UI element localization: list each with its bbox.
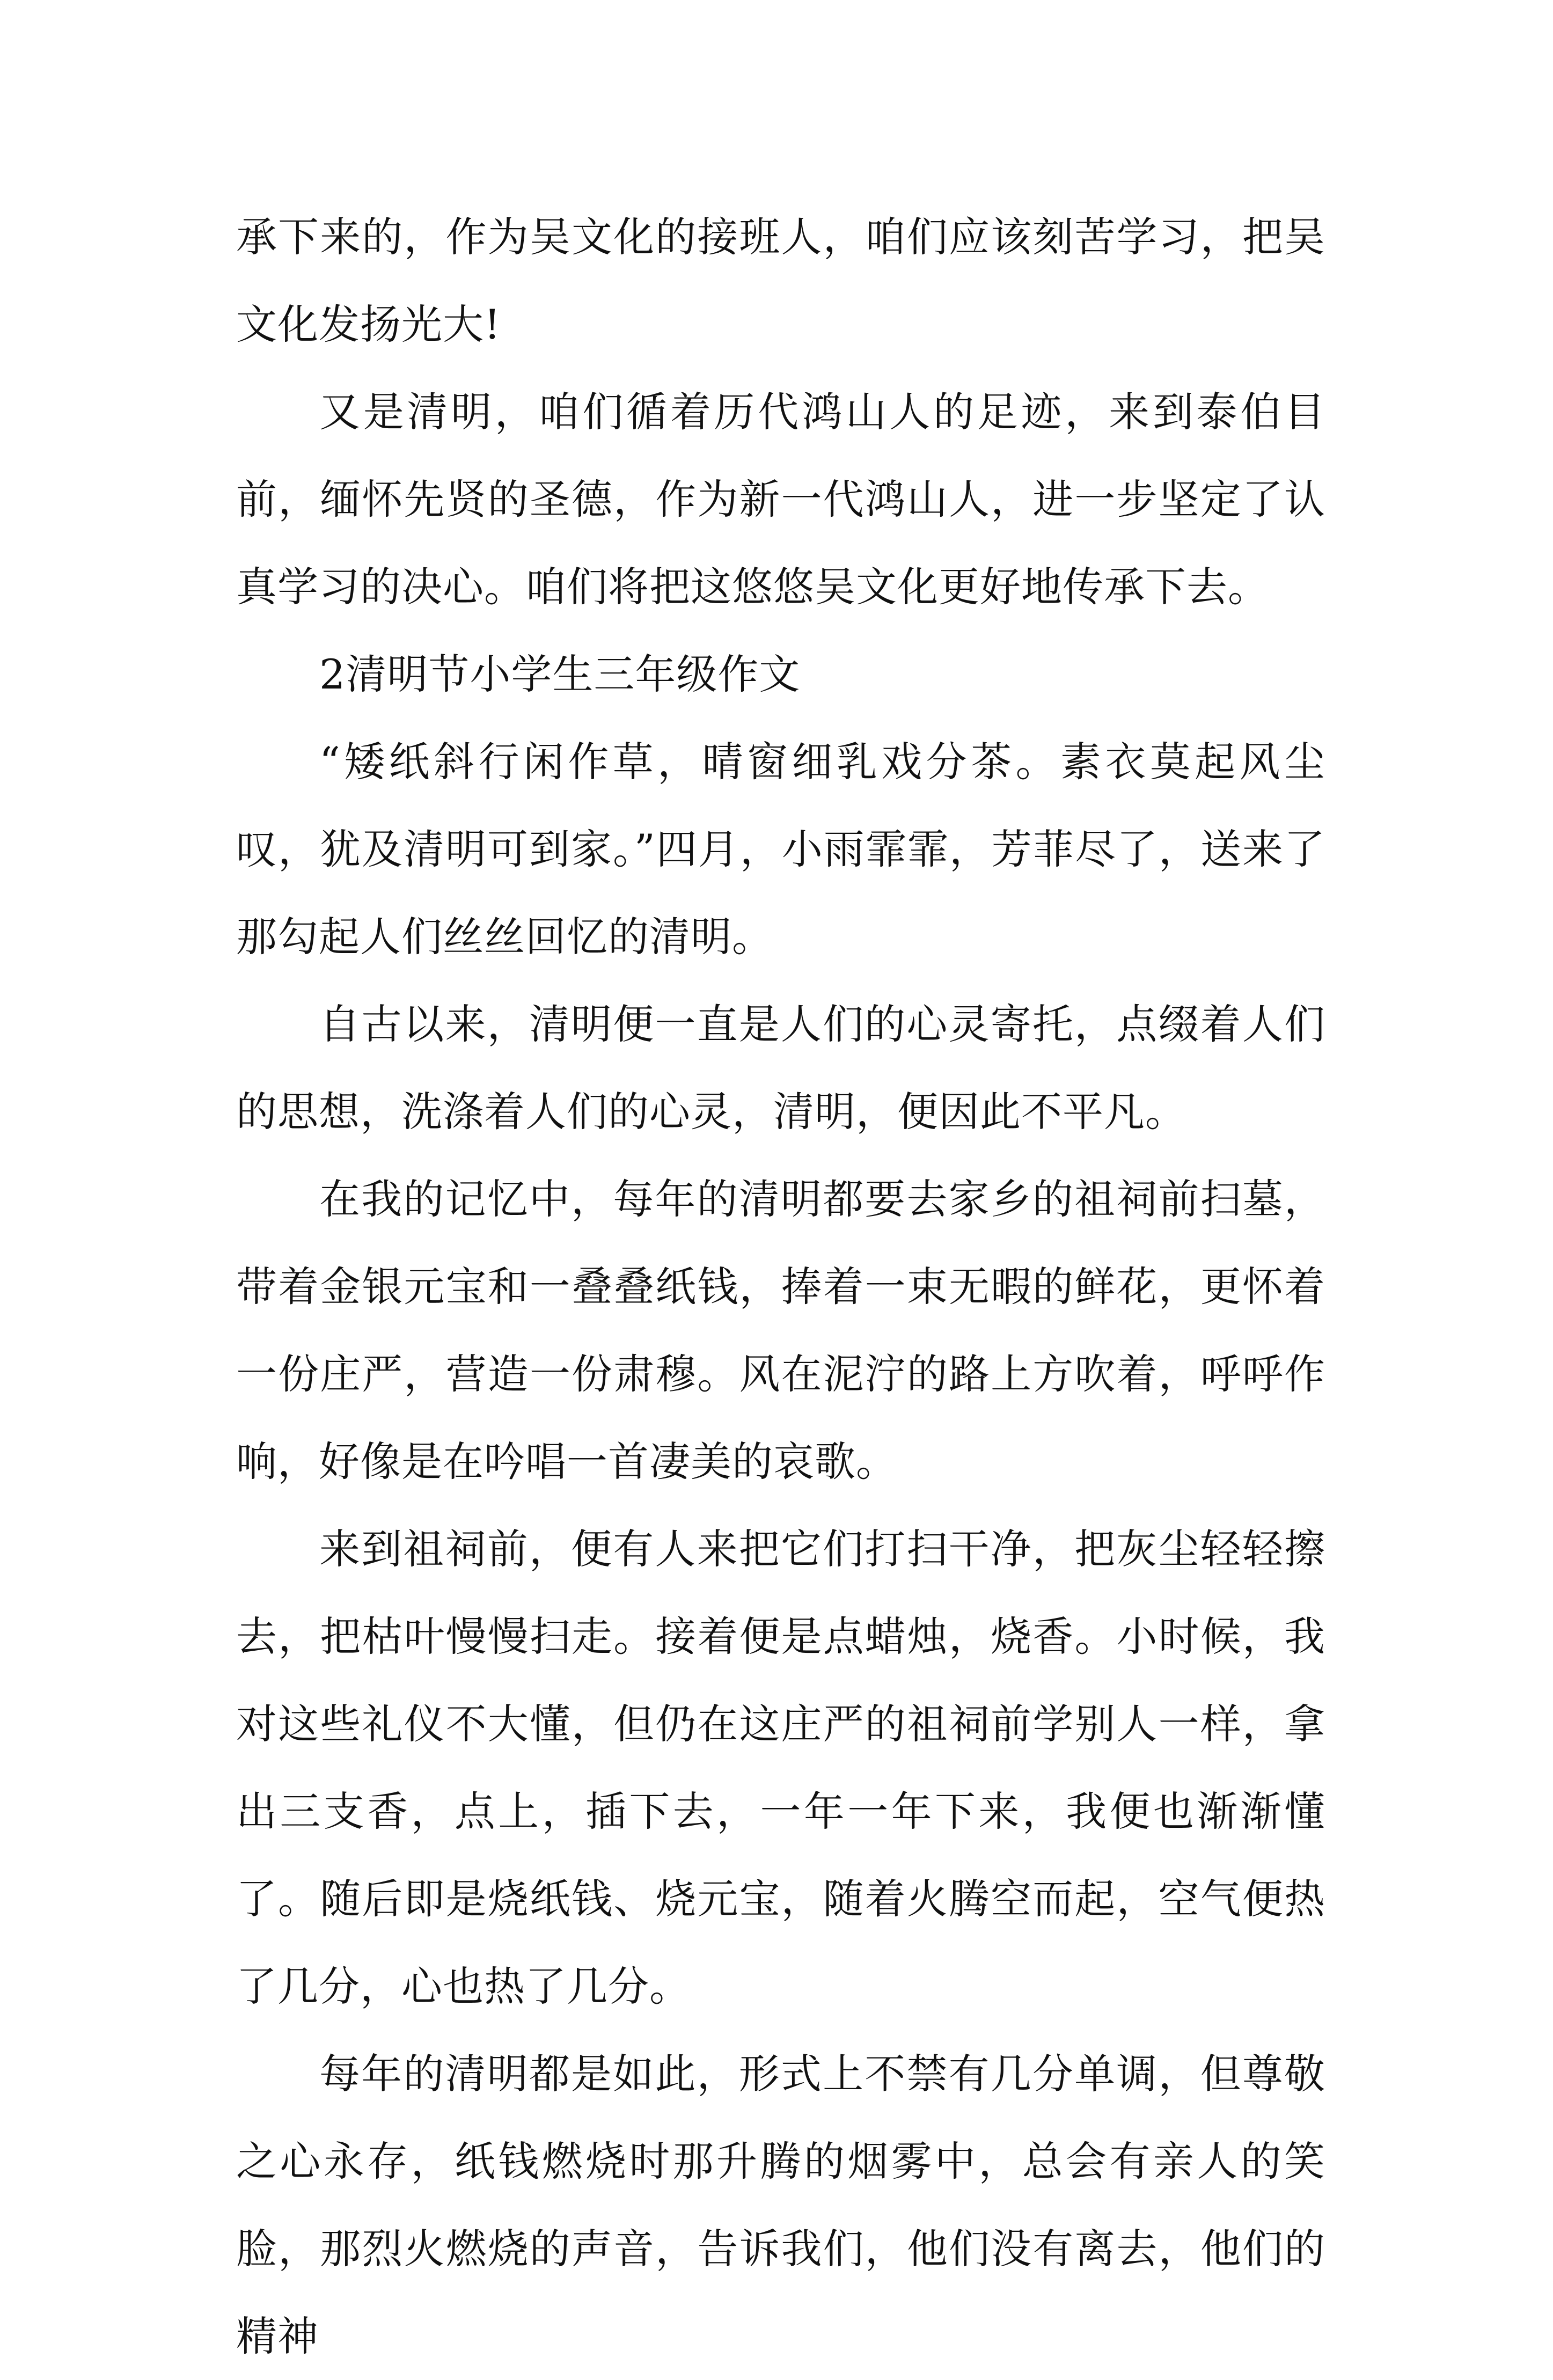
paragraph-3: “矮纸斜行闲作草，晴窗细乳戏分茶。素衣莫起风尘叹，犹及清明可到家。”四月，小雨霏霏，芳菲尽了，送来了那勾起人们丝丝回忆的清明。 bbox=[236, 738, 1325, 961]
paragraph-6: 来到祖祠前，便有人来把它们打扫干净，把灰尘轻轻擦去，把枯叶慢慢扫走。接着便是点蜡烛，烧香。小时候，我对这些礼仪不大懂，但仍在这庄严的祖祠前学别人一样，拿出三支香，点上，插下去，一年一年下来，我便也渐渐懂了。随后即是烧纸钱、烧元宝，随着火腾空而起，空气便热了几分，心也热了几分。 bbox=[236, 1525, 1325, 2010]
paragraph-1: 承下来的，作为吴文化的接班人，咱们应该刻苦学习，把吴文化发扬光大! bbox=[236, 213, 1325, 348]
paragraph-2: 又是清明，咱们循着历代鸿山人的足迹，来到泰伯目前，缅怀先贤的圣德，作为新一代鸿山人，进一步坚定了认真学习的决心。咱们将把这悠悠吴文化更好地传承下去。 bbox=[236, 388, 1325, 611]
paragraph-4: 自古以来，清明便一直是人们的心灵寄托，点缀着人们的思想，洗涤着人们的心灵，清明，便因此不平凡。 bbox=[236, 1000, 1325, 1136]
section-heading: 2清明节小学生三年级作文 bbox=[319, 650, 801, 698]
paragraph-7: 每年的清明都是如此，形式上不禁有几分单调，但尊敬之心永存，纸钱燃烧时那升腾的烟雾中，总会有亲人的笑脸，那烈火燃烧的声音，告诉我们，他们没有离去，他们的精神 bbox=[236, 2050, 1325, 2360]
document-body bbox=[236, 193, 1325, 2380]
paragraph-5: 在我的记忆中，每年的清明都要去家乡的祖祠前扫墓，带着金银元宝和一叠叠纸钱，捧着一束无暇的鲜花，更怀着一份庄严，营造一份肃穆。风在泥泞的路上方吹着，呼呼作响，好像是在吟唱一首凄美的哀歌。 bbox=[236, 1175, 1325, 1485]
